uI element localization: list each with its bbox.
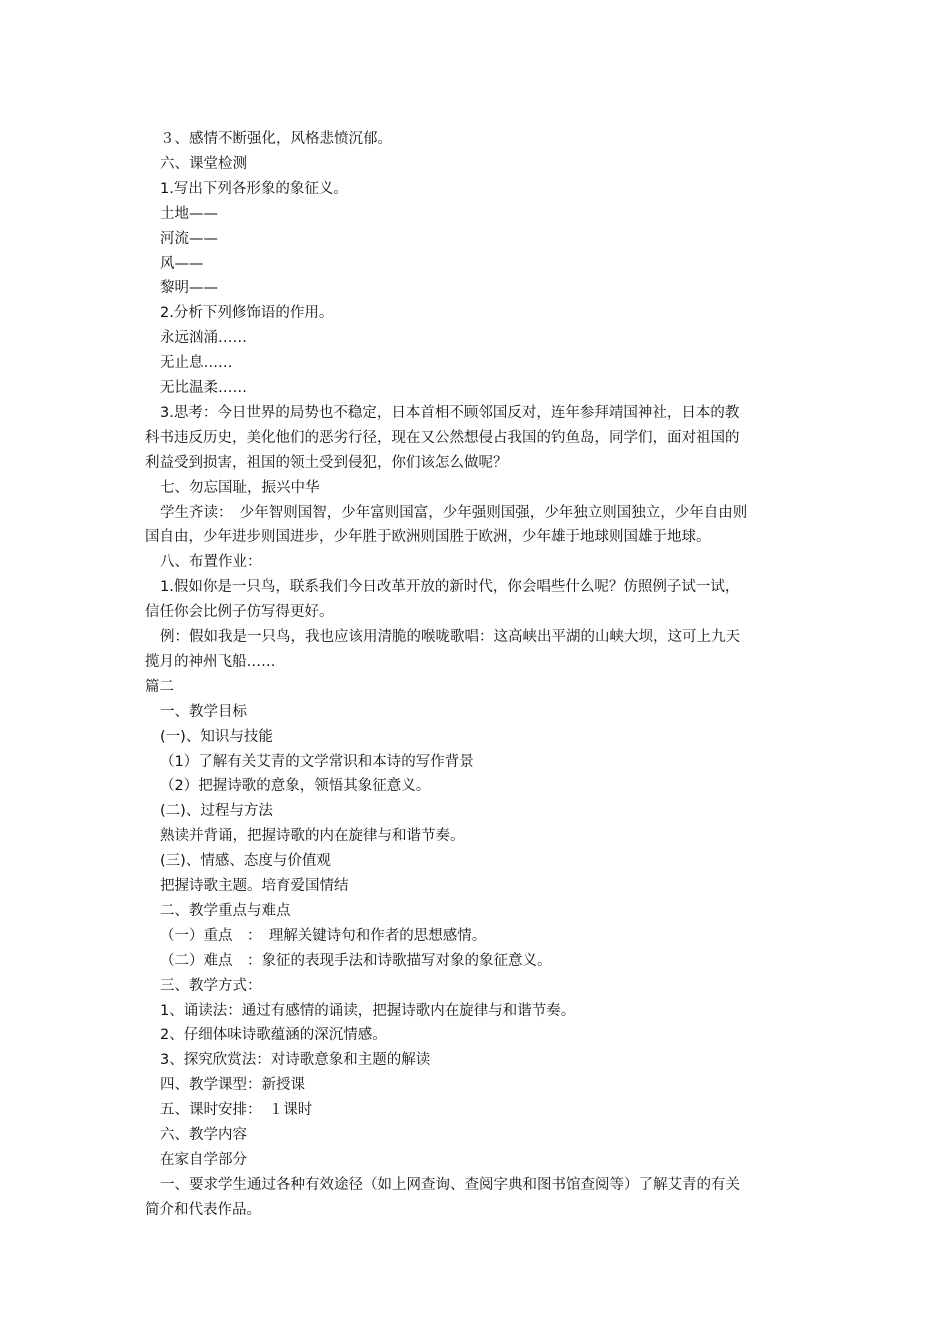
text-line: 3.思考：今日世界的局势也不稳定，日本首相不顾邻国反对，连年参拜靖国神社，日本的教 xyxy=(160,404,740,421)
text-line: 2.分析下列修饰语的作用。 xyxy=(160,305,334,322)
text-line: （一）重点 ： 理解关键诗句和作者的思想感情。 xyxy=(160,927,487,944)
text-line: 2、仔细体味诗歌蕴涵的深沉情感。 xyxy=(160,1027,387,1044)
text-line: 1、诵读法：通过有感情的诵读，把握诗歌内在旋律与和谐节奏。 xyxy=(160,1002,576,1019)
text-line: 科书违反历史，美化他们的恶劣行径，现在又公然想侵占我国的钓鱼岛，同学们，面对祖国的 xyxy=(145,429,740,446)
text-line: 学生齐读： 少年智则国智，少年富则国富，少年强则国强，少年独立则国独立，少年自由则 xyxy=(160,504,748,521)
text-line: (一)、知识与技能 xyxy=(160,728,273,745)
text-line: （1）了解有关艾青的文学常识和本诗的写作背景 xyxy=(160,753,474,770)
text-line: 无比温柔…… xyxy=(160,380,247,396)
text-line: 一、要求学生通过各种有效途径（如上网查询、查阅字典和图书馆查阅等）了解艾青的有关 xyxy=(160,1176,740,1193)
text-line: 风—— xyxy=(160,255,204,272)
text-line: 利益受到损害，祖国的领土受到侵犯，你们该怎么做呢？ xyxy=(145,454,508,471)
text-line: 把握诗歌主题。培育爱国情结 xyxy=(160,878,349,894)
text-line: ３、感情不断强化，风格悲愤沉郁。 xyxy=(160,131,392,147)
text-line: 3、探究欣赏法：对诗歌意象和主题的解读 xyxy=(160,1052,431,1069)
text-line: 一、教学目标 xyxy=(160,703,247,720)
text-line: 1.写出下列各形象的象征义。 xyxy=(160,180,348,197)
text-line: 六、课堂检测 xyxy=(160,155,247,172)
text-line: 熟读并背诵，把握诗歌的内在旋律与和谐节奏。 xyxy=(160,828,465,845)
text-line: 黎明—— xyxy=(160,280,218,297)
text-line: 八、布置作业： xyxy=(160,554,262,571)
text-line: 七、勿忘国耻，振兴中华 xyxy=(160,479,320,496)
text-line: 篇二 xyxy=(145,678,174,695)
text-line: 河流—— xyxy=(160,230,218,247)
text-line: 例：假如我是一只鸟，我也应该用清脆的喉咙歌唱：这高峡出平湖的山峡大坝，这可上九天 xyxy=(160,629,740,645)
text-line: （2）把握诗歌的意象，领悟其象征意义。 xyxy=(160,778,431,795)
text-line: 五、课时安排： １课时 xyxy=(160,1102,313,1119)
text-line: (二)、过程与方法 xyxy=(160,803,273,820)
text-line: 无止息…… xyxy=(160,355,233,372)
text-line: 六、教学内容 xyxy=(160,1127,247,1143)
text-line: 简介和代表作品。 xyxy=(145,1201,261,1218)
text-line: 土地—— xyxy=(160,205,218,222)
text-line: （二）难点 ：象征的表现手法和诗歌描写对象的象征意义。 xyxy=(160,952,552,969)
text-line: (三)、情感、态度与价值观 xyxy=(160,853,331,870)
text-line: 二、教学重点与难点 xyxy=(160,902,291,919)
text-line: 四、教学课型：新授课 xyxy=(160,1077,305,1094)
text-line: 国自由，少年进步则国进步，少年胜于欧洲则国胜于欧洲，少年雄于地球则国雄于地球。 xyxy=(145,529,711,546)
text-line: 三、教学方式： xyxy=(160,977,262,994)
text-line: 信任你会比例子仿写得更好。 xyxy=(145,604,334,621)
text-line: 揽月的神州飞船…… xyxy=(145,653,276,670)
text-line: 永远汹涌…… xyxy=(160,330,247,347)
text-line: 1.假如你是一只鸟，联系我们今日改革开放的新时代，你会唱些什么呢？仿照例子试一试， xyxy=(160,579,740,596)
text-line: 在家自学部分 xyxy=(160,1151,247,1168)
